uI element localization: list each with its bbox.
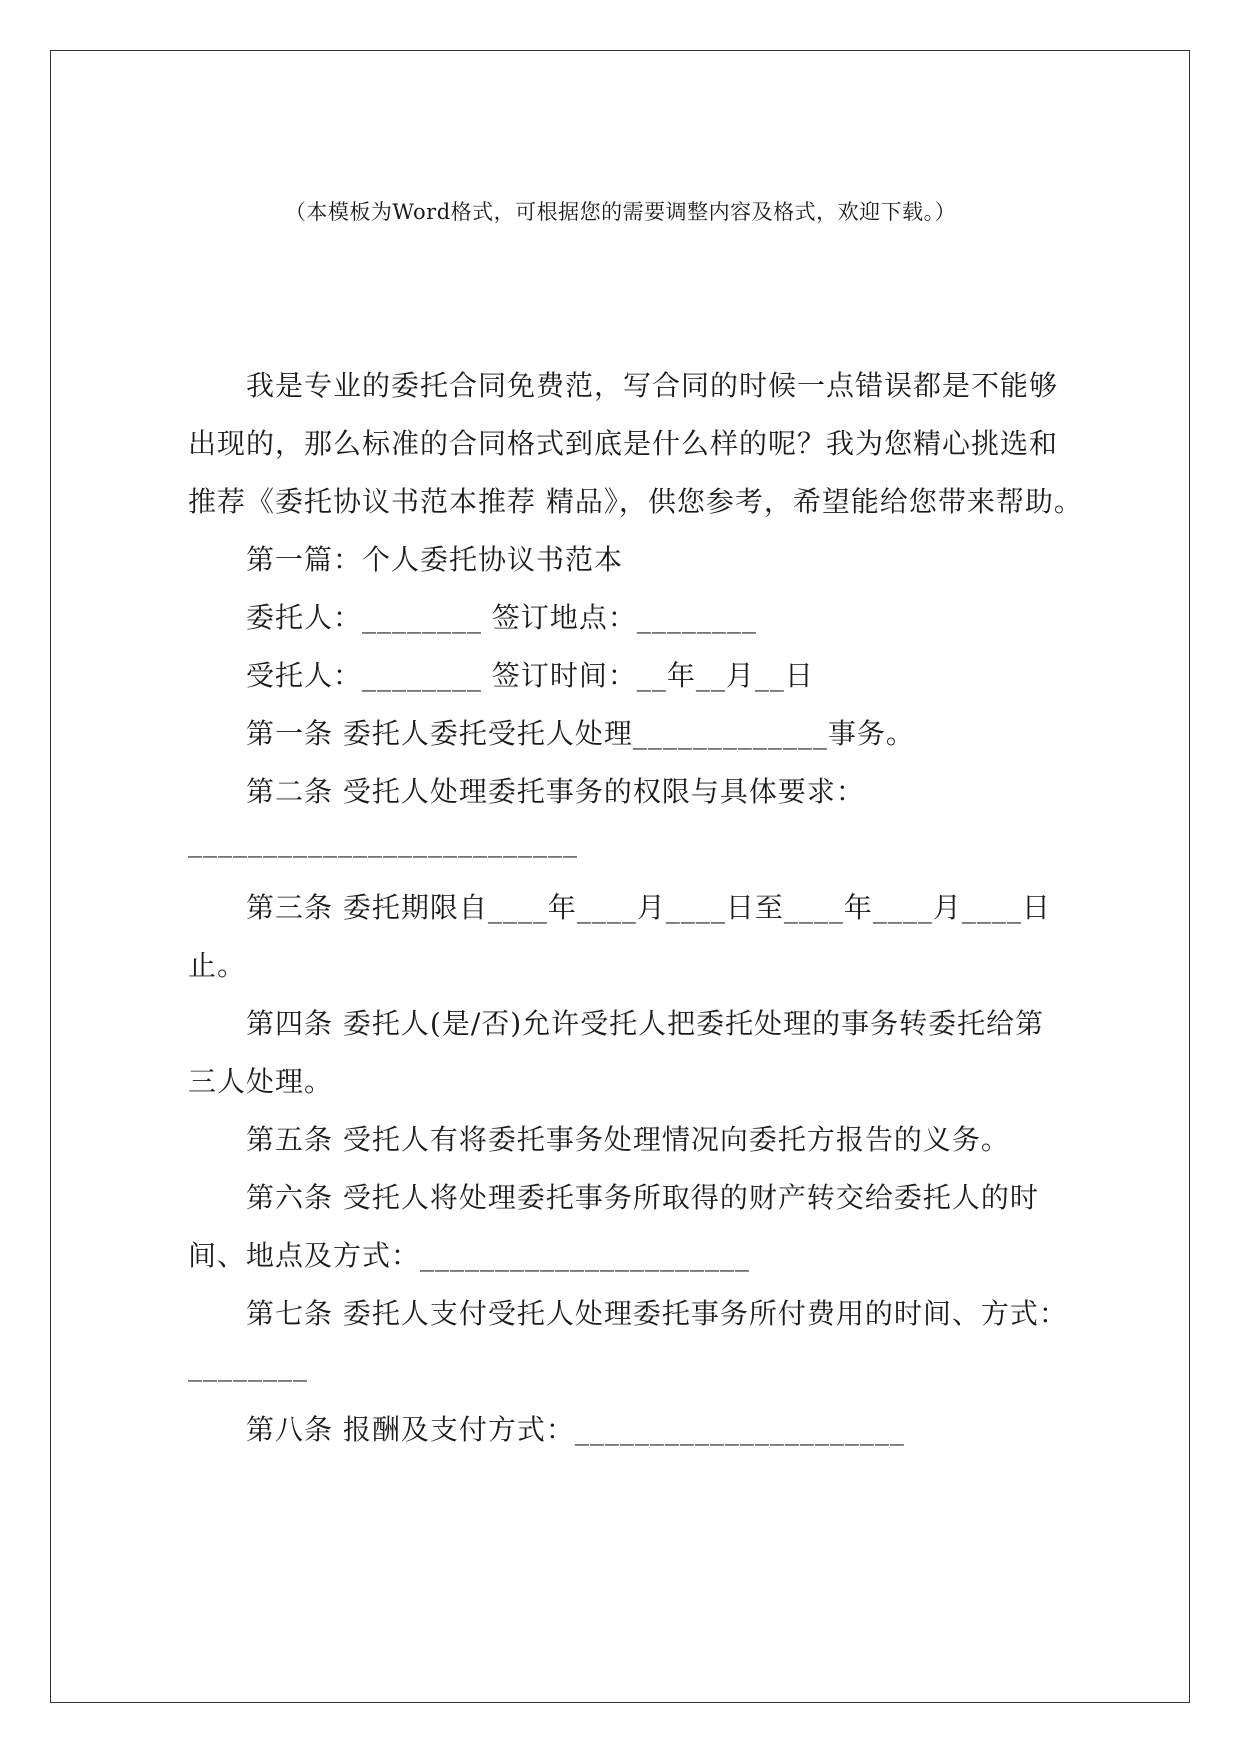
principal-line: 委托人：________ 签订地点：________ bbox=[246, 601, 757, 634]
article-6-cont: 间、地点及方式：______________________ bbox=[188, 1239, 751, 1272]
article-7: 第七条 委托人支付受托人处理委托事务所付费用的时间、方式： bbox=[246, 1297, 1068, 1330]
body-line: 出现的，那么标准的合同格式到底是什么样的呢？我为您精心挑选和 bbox=[188, 427, 1059, 460]
body-line: 我是专业的委托合同免费范，写合同的时候一点错误都是不能够 bbox=[246, 369, 1059, 402]
article-3-cont: 止。 bbox=[188, 949, 247, 982]
template-note: （本模板为Word格式，可根据您的需要调整内容及格式，欢迎下载。） bbox=[284, 200, 957, 224]
body-line: 推荐《委托协议书范本推荐 精品》，供您参考，希望能给您带来帮助。 bbox=[188, 485, 1083, 518]
article-7-cont: ________ bbox=[188, 1349, 308, 1382]
page-border bbox=[50, 50, 1190, 1703]
article-3: 第三条 委托期限自____年____月____日至____年____月____日 bbox=[246, 891, 1051, 924]
article-4: 第四条 委托人(是/否)允许受托人把委托处理的事务转委托给第 bbox=[246, 1007, 1045, 1040]
article-6: 第六条 受托人将处理委托事务所取得的财产转交给委托人的时 bbox=[246, 1181, 1039, 1214]
article-1: 第一条 委托人委托受托人处理_____________事务。 bbox=[246, 717, 915, 750]
article-2: 第二条 受托人处理委托事务的权限与具体要求： bbox=[246, 775, 865, 808]
article-5: 第五条 受托人有将委托事务处理情况向委托方报告的义务。 bbox=[246, 1123, 1010, 1156]
blank-line: __________________________ bbox=[188, 825, 578, 858]
section-heading: 第一篇：个人委托协议书范本 bbox=[246, 543, 624, 576]
article-4-cont: 三人处理。 bbox=[188, 1065, 334, 1098]
agent-line: 受托人：________ 签订时间：__年__月__日 bbox=[246, 659, 814, 692]
article-8: 第八条 报酬及支付方式：______________________ bbox=[246, 1413, 905, 1446]
